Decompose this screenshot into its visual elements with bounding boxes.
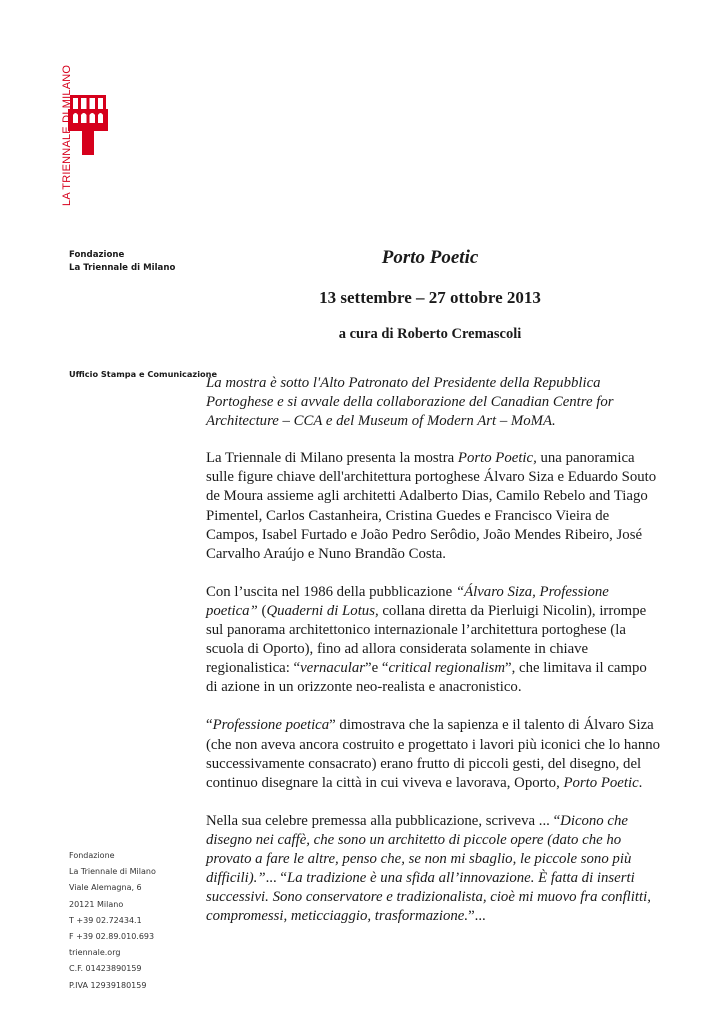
patronage-paragraph: La mostra è sotto l'Alto Patronato del Presidente della Repubblica Portoghese e si avvale della collaborazione del Canadian Centre for Architecture – CCA e del Museum of Modern Art – MoMA. [206, 375, 614, 430]
text-run: ( [257, 602, 267, 619]
footer-line: triennale.org [69, 948, 121, 958]
footer-line: La Triennale di Milano [69, 867, 156, 877]
footer-line: 20121 Milano [69, 899, 124, 909]
quote-paragraph [206, 812, 661, 927]
text-run-italic: “Álvaro Siza, Professione poetica” [206, 583, 609, 619]
text-run-italic: vernacular [300, 660, 366, 677]
curator-line: a cura di Roberto Cremascoli [338, 326, 522, 342]
footer-line: P.IVA 12939180159 [69, 980, 147, 990]
press-release-body [206, 374, 661, 945]
intro-paragraph [206, 449, 661, 564]
text-run-italic: Quaderni di Lotus [266, 602, 375, 619]
footer-line: T +39 02.72434.1 [69, 915, 142, 925]
footer-line: F +39 02.89.010.693 [69, 932, 155, 942]
triennale-logo [68, 42, 108, 208]
sender-line-2: La Triennale di Milano [69, 263, 176, 273]
text-run: Nella sua celebre premessa alla pubblicazione, scriveva ... “ [206, 812, 561, 829]
exhibition-dates: 13 settembre – 27 ottobre 2013 [319, 288, 541, 307]
text-run: , collana diretta da Pierluigi Nicolin), irrompe sul panorama architettonico internazionale l’architettura portoghese (la scuola di Oporto), fino ad allora considerata solamente in chiave regionalistica: “ [206, 602, 647, 677]
text-run: La Triennale di Milano presenta la mostra [206, 450, 458, 467]
history-paragraph [206, 583, 661, 698]
footer-line: C.F. 01423890159 [69, 964, 142, 974]
text-run-italic: La tradizione è una sfida all’innovazione. È fatta di inserti successivi. Sono conservatore e tradizionalista, cioè mi muovo fra conflitti, compromessi, meticciaggio, trasformazione. [206, 870, 651, 925]
text-run: ”, che limitava il campo di azione in un orizzonte neo-realista e anacronistico. [206, 660, 647, 696]
text-run: “ [206, 717, 213, 734]
press-office-label: Ufficio Stampa e Comunicazione [69, 369, 218, 379]
text-run: ... “ [265, 870, 287, 887]
footer-contact [69, 848, 156, 994]
text-run-italic: Porto Poetic [563, 774, 639, 791]
sender-line-1: Fondazione [69, 250, 125, 260]
text-run: ”e “ [365, 660, 389, 677]
text-run: una panoramica sulle figure chiave dell'architettura portoghese Álvaro Siza e Eduardo Souto de Moura assieme agli architetti Adalberto Dias, Camilo Rebelo and Tiago Pimentel, Carlos Castanheira, Cristina Guedes e Francisco Vieira de Campos, Isabel Furtado e João Pedro Serôdio, João Mendes Ribeiro, José Carvalho Araújo e Nuno Brandão Costa. [206, 450, 657, 562]
text-run: ” dimostrava che la sapienza e il talento di Álvaro Siza (che non aveva ancora costruito e progettato i lavori più iconici che lo hanno successivamente consacrato) erano frutto di piccoli gesti, del disegno, del continuo disegnare la città in cui viveva e lavorava, Oporto, [206, 717, 661, 791]
text-run-italic: Dicono che disegno nei caffè, che sono un architetto di piccole opere (dato che ho provato a fare le altre, penso che, se non mi sbaglio, le piccole sono più difficili).” [206, 812, 632, 887]
sender-block [69, 249, 175, 275]
footer-line: Fondazione [69, 851, 115, 860]
text-run-italic: Professione poetica [212, 717, 330, 734]
text-run: ”... [468, 908, 486, 925]
text-run-italic: critical regionalism [388, 660, 506, 677]
text-run: Con l’uscita nel 1986 della pubblicazione [206, 583, 456, 600]
poetica-paragraph [206, 716, 661, 792]
text-run-italic: Porto Poetic, [457, 450, 537, 467]
footer-line: Viale Alemagna, 6 [69, 883, 142, 893]
page-title: Porto Poetic [381, 247, 479, 268]
logo-wordmark: LA TRIENNALE DI MILANO [61, 64, 73, 206]
text-run: . [638, 774, 643, 791]
